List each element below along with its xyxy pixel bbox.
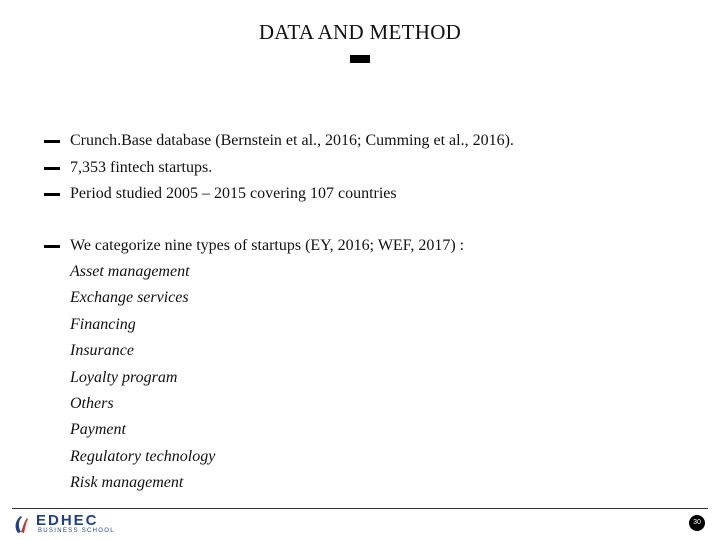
startup-type-item: Risk management [70,474,184,492]
startup-type-item: Financing [70,315,136,333]
page-number-badge: 30 [689,515,705,531]
dash-bullet-icon [44,245,60,248]
edhec-logo [12,512,132,536]
title-underline-mark [350,55,370,63]
dash-bullet-icon [44,193,60,196]
startup-type-list [70,259,215,497]
bullet-text: Crunch.Base database (Bernstein et al., 2016; Cumming et al., 2016). [70,132,514,149]
startup-type-item: Exchange services [70,289,189,307]
startup-type-item: Asset management [70,263,190,280]
bullet-text: We categorize nine types of startups (EY, 2016; WEF, 2017) : [70,237,465,254]
bullet-list [44,128,704,208]
startup-type-item: Payment [70,421,126,439]
bullet-text: 7,353 fintech startups. [70,158,213,176]
slide-title: DATA AND METHOD [258,20,462,44]
bullet-item [44,181,704,208]
startup-type-item: Regulatory technology [70,447,216,465]
edhec-emblem-icon [12,514,34,534]
dash-bullet-icon [44,140,60,143]
startup-type-item: Others [70,394,114,412]
bullet-text: Period studied 2005 – 2015 covering 107 countries [70,185,397,202]
bullet-item [44,155,704,182]
startup-type-item: Insurance [70,342,134,360]
startup-type-item: Loyalty program [70,368,178,386]
categorization-bullet [44,233,704,260]
dash-bullet-icon [44,167,60,170]
bullet-item [44,128,704,155]
logo-wordmark: EDHEC [36,512,99,529]
footer-divider [12,508,708,509]
logo-subtitle: BUSINESS SCHOOL [38,528,115,534]
bullet-item [44,233,704,260]
